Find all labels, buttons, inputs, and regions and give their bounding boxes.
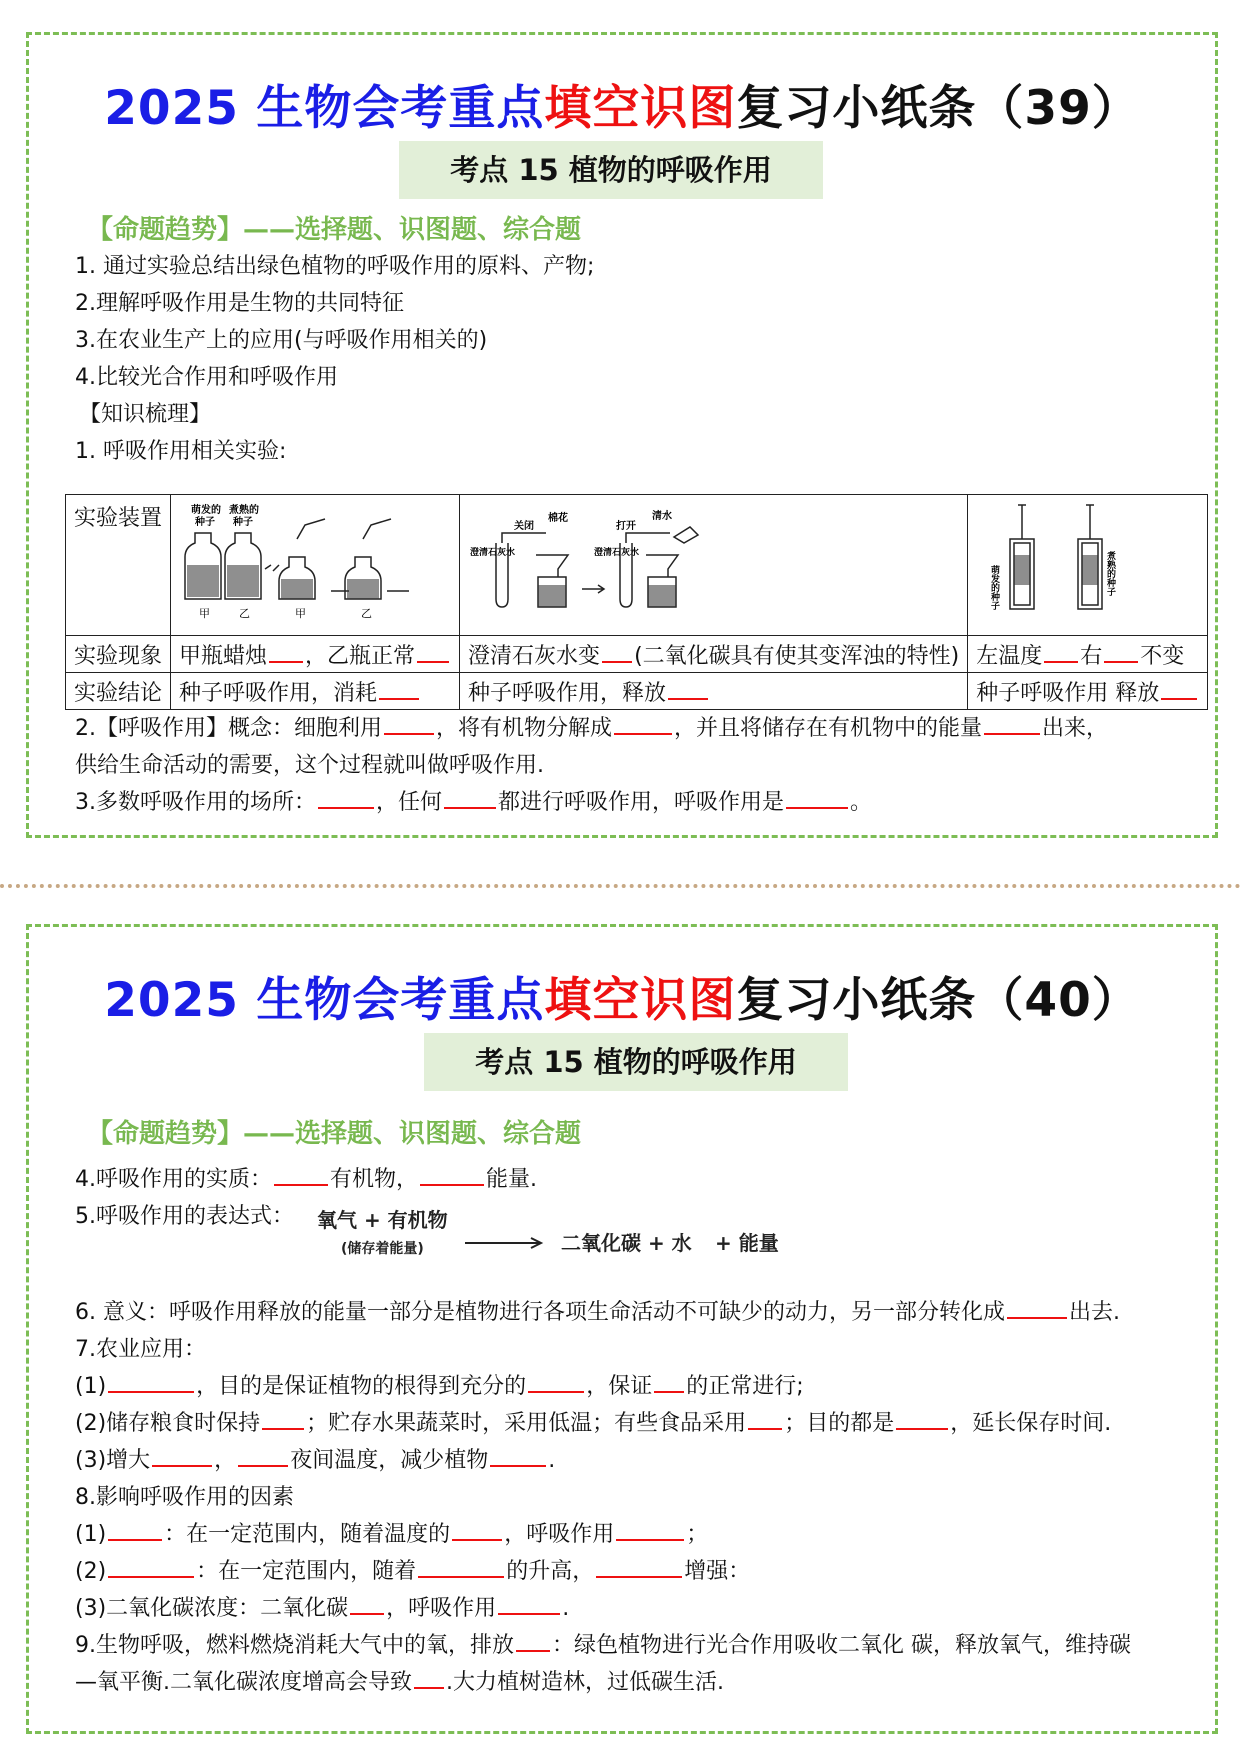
blank[interactable] — [498, 1593, 560, 1615]
blank[interactable] — [490, 1445, 546, 1467]
svg-text:甲: 甲 — [295, 607, 307, 620]
trend-item-3: 3.在农业生产上的应用(与呼吸作用相关的) — [75, 328, 488, 353]
svg-text:萌发的种子: 萌发的种子 — [989, 565, 1000, 610]
topic-badge: 考点 15 植物的呼吸作用 — [424, 1033, 848, 1091]
blank[interactable] — [654, 1371, 684, 1393]
knowledge-heading: 【知识梳理】 — [79, 402, 212, 427]
card-title: 2025 生物会考重点填空识图复习小纸条（39） — [104, 81, 1140, 136]
blank[interactable] — [616, 1519, 684, 1541]
svg-text:乙: 乙 — [361, 607, 373, 620]
svg-text:澄清石灰水: 澄清石灰水 — [594, 548, 640, 558]
svg-text:种子: 种子 — [233, 517, 254, 528]
row-label-conclusion: 实验结论 — [66, 673, 171, 710]
blank[interactable] — [614, 713, 672, 735]
trend-heading: 【命题趋势】——选择题、识图题、综合题 — [87, 215, 582, 245]
blank[interactable] — [418, 1556, 504, 1578]
svg-text:氧气 + 有机物: 氧气 + 有机物 — [317, 1208, 448, 1232]
blank[interactable] — [379, 678, 419, 700]
respiration-equation — [315, 1205, 855, 1273]
limewater-diagram — [466, 499, 944, 625]
concept-line: 2.【呼吸作用】概念：细胞利用 ，将有机物分解成 ，并且将储存在有机物中的能量 出来， — [75, 711, 1108, 742]
row-label-phenomenon: 实验现象 — [66, 636, 171, 673]
note-card-40 — [26, 924, 1218, 1734]
meaning-line: 6. 意义：呼吸作用释放的能量一部分是植物进行各项生命活动不可缺少的动力，另一部分转化成 出去. — [75, 1295, 1120, 1326]
svg-text:+ 能量: + 能量 — [715, 1231, 779, 1255]
blank[interactable] — [274, 1164, 328, 1186]
conclusion-1: 种子呼吸作用，消耗 — [171, 673, 460, 710]
blank[interactable] — [896, 1408, 948, 1430]
svg-text:萌发的: 萌发的 — [191, 505, 222, 516]
blank[interactable] — [414, 1667, 444, 1689]
blank[interactable] — [1161, 678, 1197, 700]
agriculture-heading: 7.农业应用： — [75, 1337, 206, 1362]
blank[interactable] — [420, 1164, 484, 1186]
blank[interactable] — [516, 1630, 550, 1652]
blank[interactable] — [417, 641, 449, 663]
svg-text:二氧化碳 + 水: 二氧化碳 + 水 — [561, 1231, 692, 1255]
factors-heading: 8.影响呼吸作用的因素 — [75, 1485, 294, 1510]
blank[interactable] — [1044, 641, 1078, 663]
trend-item-4: 4.比较光合作用和呼吸作用 — [75, 365, 338, 390]
agriculture-item-3: (3)增大 ， 夜间温度，减少植物 . — [75, 1443, 555, 1474]
factor-item-2: (2) ：在一定范围内，随着 的升高， 增强： — [75, 1554, 750, 1585]
note-card-39 — [26, 32, 1218, 838]
conclusion-2: 种子呼吸作用，释放 — [460, 673, 968, 710]
conclusion-3: 种子呼吸作用 释放 — [968, 673, 1208, 710]
agriculture-item-1: (1) ，目的是保证植物的根得到充分的 ，保证 的正常进行; — [75, 1369, 804, 1400]
blank[interactable] — [528, 1371, 584, 1393]
diagram-thermos-experiment — [968, 495, 1208, 636]
blank[interactable] — [596, 1556, 682, 1578]
blank[interactable] — [318, 787, 374, 809]
experiment-table — [65, 494, 1208, 710]
site-line: 3.多数呼吸作用的场所： ，任何 都进行呼吸作用，呼吸作用是 。 — [75, 785, 872, 816]
svg-text:棉花: 棉花 — [548, 513, 569, 524]
agriculture-item-2: (2)储存粮食时保持 ；贮存水果蔬菜时，采用低温；有些食品采用 ；目的都是 ，延长保存时间. — [75, 1406, 1111, 1437]
factor-item-3: (3)二氧化碳浓度：二氧化碳 ，呼吸作用 . — [75, 1591, 569, 1622]
trend-item-2: 2.理解呼吸作用是生物的共同特征 — [75, 291, 404, 316]
blank[interactable] — [786, 787, 848, 809]
diagram-candle-experiment — [171, 495, 460, 636]
expression-label: 5.呼吸作用的表达式： — [75, 1204, 294, 1229]
essence-line: 4.呼吸作用的实质： 有机物， 能量. — [75, 1162, 537, 1193]
trend-item-1: 1. 通过实验总结出绿色植物的呼吸作用的原料、产物; — [75, 254, 595, 279]
blank[interactable] — [748, 1408, 782, 1430]
blank[interactable] — [108, 1371, 194, 1393]
svg-text:煮熟的种子: 煮熟的种子 — [1105, 551, 1116, 596]
candle-jars-diagram — [177, 499, 453, 625]
blank[interactable] — [350, 1593, 384, 1615]
svg-text:清水: 清水 — [652, 511, 673, 522]
phenomenon-3: 左温度 右 不变 — [968, 636, 1208, 673]
experiment-heading: 1. 呼吸作用相关实验: — [75, 439, 287, 464]
phenomenon-2: 澄清石灰水变 (二氧化碳具有使其变浑浊的特性) — [460, 636, 968, 673]
blank[interactable] — [262, 1408, 304, 1430]
svg-text:煮熟的: 煮熟的 — [229, 505, 260, 516]
svg-text:(储存着能量): (储存着能量) — [341, 1241, 424, 1257]
blank[interactable] — [108, 1519, 162, 1541]
svg-text:种子: 种子 — [195, 517, 216, 528]
blank[interactable] — [984, 713, 1040, 735]
svg-text:澄清石灰水: 澄清石灰水 — [470, 548, 516, 558]
carbon-balance-line-2: —氧平衡.二氧化碳浓度增高会导致 .大力植树造林，过低碳生活. — [75, 1665, 724, 1696]
blank[interactable] — [452, 1519, 502, 1541]
card-separator — [0, 884, 1241, 888]
blank[interactable] — [152, 1445, 212, 1467]
trend-heading: 【命题趋势】——选择题、识图题、综合题 — [87, 1119, 582, 1149]
blank[interactable] — [1104, 641, 1138, 663]
phenomenon-1: 甲瓶蜡烛 ，乙瓶正常 — [171, 636, 460, 673]
topic-badge: 考点 15 植物的呼吸作用 — [399, 141, 823, 199]
equation-svg — [315, 1205, 855, 1269]
card-title: 2025 生物会考重点填空识图复习小纸条（40） — [104, 973, 1140, 1028]
carbon-balance-line-1: 9.生物呼吸，燃料燃烧消耗大气中的氧，排放 ：绿色植物进行光合作用吸收二氧化 碳，释放氧气，维持碳 — [75, 1628, 1131, 1659]
blank[interactable] — [444, 787, 496, 809]
blank[interactable] — [1007, 1297, 1067, 1319]
diagram-limewater-experiment — [460, 495, 968, 636]
row-label-apparatus: 实验装置 — [66, 495, 171, 636]
blank[interactable] — [384, 713, 434, 735]
concept-line-2: 供给生命活动的需要，这个过程就叫做呼吸作用. — [75, 753, 544, 778]
svg-text:打开: 打开 — [616, 521, 637, 532]
blank[interactable] — [668, 678, 708, 700]
thermos-diagram — [974, 499, 1202, 625]
blank[interactable] — [238, 1445, 288, 1467]
svg-text:关闭: 关闭 — [514, 521, 535, 532]
svg-text:乙: 乙 — [239, 607, 251, 620]
blank[interactable] — [108, 1556, 194, 1578]
blank[interactable] — [269, 641, 303, 663]
svg-text:甲: 甲 — [199, 607, 211, 620]
factor-item-1: (1) ：在一定范围内，随着温度的 ，呼吸作用 ； — [75, 1517, 708, 1548]
blank[interactable] — [602, 641, 632, 663]
